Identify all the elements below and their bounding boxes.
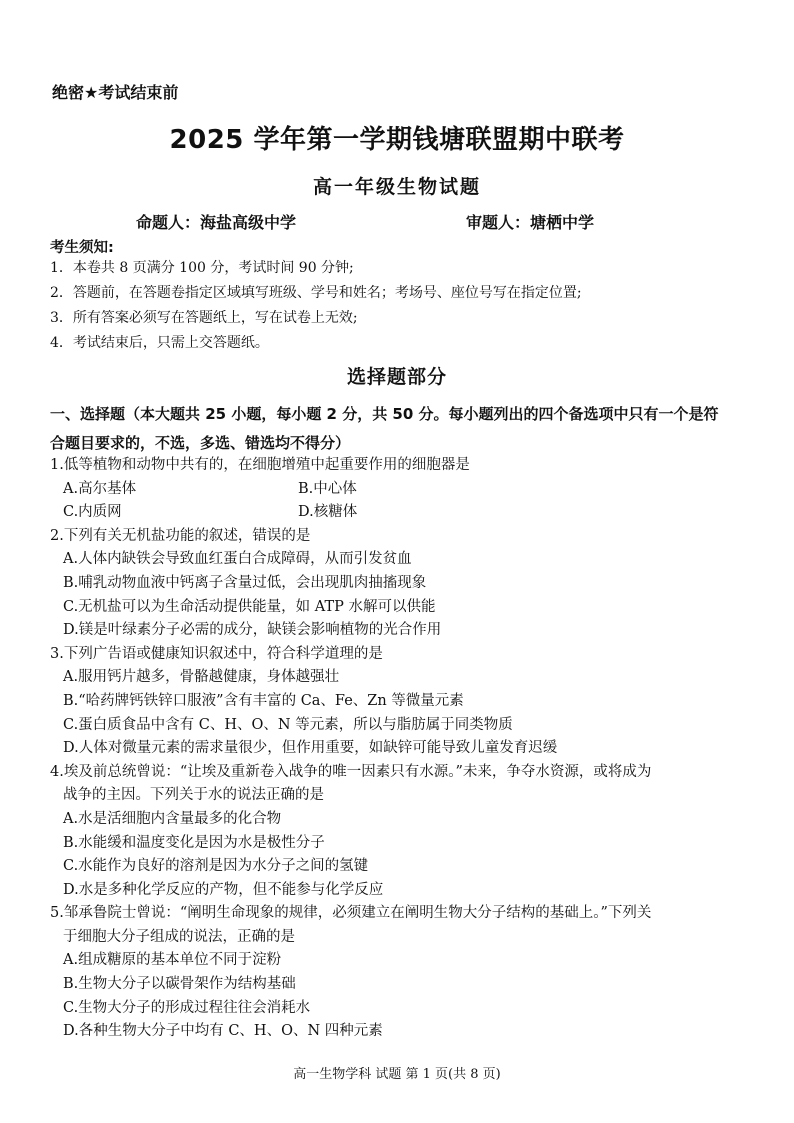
option-d: D.核糖体 (298, 504, 358, 521)
notice-item: 4．考试结束后，只需上交答题纸。 (50, 335, 269, 351)
question-1 (50, 454, 750, 525)
section-title: 选择题部分 (346, 366, 447, 388)
option-c: C.无机盐可以为生命活动提供能量，如 ATP 水解可以供能 (63, 598, 436, 615)
question-stem (50, 761, 750, 808)
option-b: B.“哈药牌钙铁锌口服液”含有丰富的 Ca、Fe、Zn 等微量元素 (63, 692, 464, 709)
question-stem: 2.下列有关无机盐功能的叙述，错误的是 (50, 527, 311, 544)
exam-title: 2025 学年第一学期钱塘联盟期中联考 (169, 125, 625, 155)
option-d: D.人体对微量元素的需求量很少，但作用重要，如缺锌可能导致儿童发育迟缓 (63, 740, 558, 757)
option-row (50, 478, 750, 502)
reviewer-label: 审题人：塘栖中学 (466, 213, 595, 232)
question-stem-line: 战争的主因。下列关于水的说法正确的是 (63, 787, 324, 804)
option-c: C.生物大分子的形成过程往往会消耗水 (63, 999, 311, 1016)
notice-title: 考生须知: (50, 240, 114, 256)
option-a: A.高尔基体 (63, 480, 137, 497)
confidential-label: 绝密★考试结束前 (52, 83, 179, 102)
option-d: D.各种生物大分子中均有 C、H、O、N 四种元素 (63, 1023, 383, 1040)
notice-item: 2．答题前，在答题卷指定区域填写班级、学号和姓名；考场号、座位号写在指定位置; (50, 285, 582, 301)
notice-list (50, 256, 582, 356)
option-c: C.水能作为良好的溶剂是因为水分子之间的氢键 (63, 858, 369, 875)
option-b: B.中心体 (298, 480, 357, 497)
section-instruction (50, 400, 750, 458)
instruction-line: 合题目要求的，不选，多选、错选均不得分） (50, 434, 351, 452)
option-c: C.蛋白质食品中含有 C、H、O、N 等元素，所以与脂肪属于同类物质 (63, 716, 513, 733)
question-stem: 1.低等植物和动物中共有的，在细胞增殖中起重要作用的细胞器是 (50, 457, 470, 473)
option-c: C.内质网 (63, 504, 122, 521)
question-stem: 3.下列广告语或健康知识叙述中，符合科学道理的是 (50, 645, 383, 662)
question-stem-line: 于细胞大分子组成的说法，正确的是 (63, 928, 295, 945)
option-d: D.水是多种化学反应的产物，但不能参与化学反应 (63, 881, 384, 898)
option-a: A.人体内缺铁会导致血红蛋白合成障碍，从而引发贫血 (63, 551, 412, 568)
author-label: 命题人：海盐高级中学 (136, 213, 297, 232)
question-stem-line: 5.邹承鲁院士曾说：“阐明生命现象的规律，必须建立在阐明生物大分子结构的基础上。”下列关 (50, 905, 652, 922)
option-a: A.水是活细胞内含量最多的化合物 (63, 810, 282, 827)
question-5 (50, 902, 750, 1044)
page-footer: 高一生物学科 试题 第 1 页(共 8 页) (293, 1067, 501, 1082)
option-b: B.水能缓和温度变化是因为水是极性分子 (63, 834, 325, 851)
option-a: A.组成糖原的基本单位不同于淀粉 (63, 952, 282, 969)
option-a: A.服用钙片越多，骨骼越健康，身体越强壮 (63, 669, 340, 686)
notice-item: 1．本卷共 8 页满分 100 分，考试时间 90 分钟; (50, 260, 354, 276)
question-stem-line: 4.埃及前总统曾说：“让埃及重新卷入战争的唯一因素只有水源。”未来，争夺水资源，或将成为 (50, 763, 652, 780)
question-stem (50, 902, 750, 949)
question-list (50, 454, 750, 1044)
question-4 (50, 761, 750, 903)
exam-subtitle: 高一年级生物试题 (312, 176, 481, 198)
option-d: D.镁是叶绿素分子必需的成分，缺镁会影响植物的光合作用 (63, 622, 442, 639)
notice-item: 3．所有答案必须写在答题纸上，写在试卷上无效; (50, 310, 358, 326)
instruction-line: 一、选择题（本大题共 25 小题，每小题 2 分，共 50 分。每小题列出的四个备选项中只有一个是符 (50, 405, 719, 423)
option-b: B.哺乳动物血液中钙离子含量过低，会出现肌肉抽搐现象 (63, 574, 427, 591)
option-row (50, 501, 750, 525)
question-3 (50, 643, 750, 761)
option-b: B.生物大分子以碳骨架作为结构基础 (63, 976, 296, 993)
question-2 (50, 525, 750, 643)
